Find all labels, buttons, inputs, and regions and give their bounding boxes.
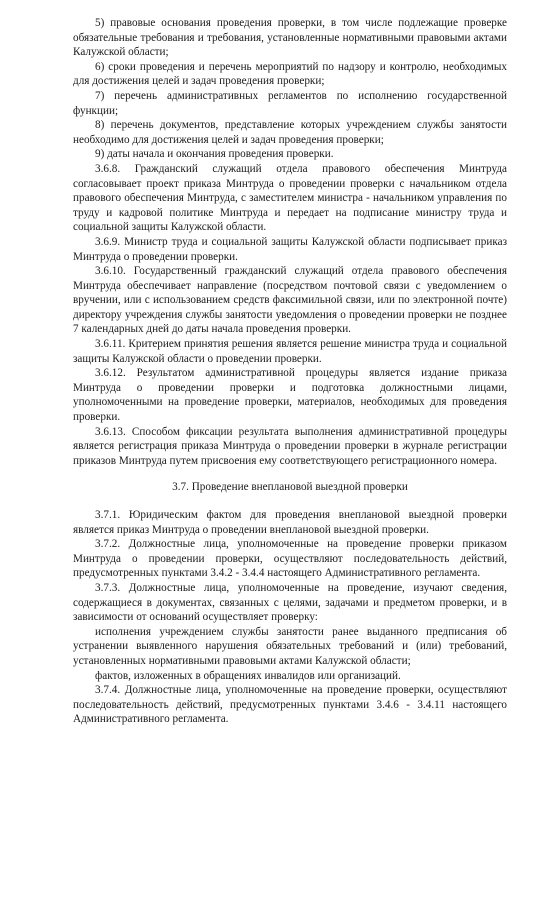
paragraph: 3.7.1. Юридическим фактом для проведения внеплановой выездной проверки является приказ Минтруда о проведении внеплановой выездной проверки. xyxy=(73,509,507,536)
paragraph: исполнения учреждением службы занятости ранее выданного предписания об устранении выявленного нарушения обязательных требований и (или) требований, установленных нормативными правовыми актами Калужской области; xyxy=(73,625,507,667)
document-page xyxy=(73,16,507,727)
paragraph: 3.7.2. Должностные лица, уполномоченные на проведение проверки приказом Минтруда о проведении проверки, осуществляют последовательность действий, предусмотренных пунктами 3.4.2 - 3.4.4 настоящего Административного регламента. xyxy=(73,538,507,580)
paragraph: фактов, изложенных в обращениях инвалидов или организаций. xyxy=(95,669,401,682)
paragraph: 3.6.13. Способом фиксации результата выполнения административной процедуры является регистрация приказа Минтруда о проведении проверки в журнале регистрации приказов Минтруда путем присвоения ему соответствующего регистрационного номера. xyxy=(73,425,507,467)
paragraph: 7) перечень административных регламентов по исполнению государственной функции; xyxy=(73,89,507,117)
paragraph: 3.6.12. Результатом административной процедуры является издание приказа Минтруда о проведении проверки и подготовка должностными лицами, уполномоченными на проведение проверки, материалов, необходимых для проведения проверки. xyxy=(73,367,507,424)
section-heading: 3.7. Проведение внеплановой выездной проверки xyxy=(172,481,408,494)
paragraph: 3.6.10. Государственный гражданский служащий отдела правового обеспечения Минтруда обеспечивает направление (посредством почтовой связи с уведомлением о вручении, или с использованием средств факсимильной связи, или по электронной почте) директору учреждения службы занятости уведомления о проведении проверки не позднее 7 календарных дней до даты начала проведения проверки. xyxy=(73,265,507,336)
paragraph: 3.7.4. Должностные лица, уполномоченные на проведение проверки, осуществляют последовательность действий, предусмотренных пунктами 3.4.6 - 3.4.11 настоящего Административного регламента. xyxy=(73,684,507,726)
paragraph: 9) даты начала и окончания проведения проверки. xyxy=(95,148,334,161)
paragraph: 3.7.3. Должностные лица, уполномоченные на проведение, изучают сведения, содержащиеся в документах, связанных с целями, задачами и предметом проверки, и в зависимости от оснований осуществляет проверку: xyxy=(73,581,507,624)
paragraph: 6) сроки проведения и перечень мероприятий по надзору и контролю, необходимых для достижения целей и задач проведения проверки; xyxy=(73,60,507,88)
paragraph: 5) правовые основания проведения проверки, в том числе подлежащие проверке обязательные требования и требования, установленные нормативными правовыми актами Калужской области; xyxy=(73,17,507,59)
paragraph: 3.6.11. Критерием принятия решения является решение министра труда и социальной защиты Калужской области о проведении проверки. xyxy=(73,338,507,365)
paragraph: 8) перечень документов, представление которых учреждением службы занятости необходимо для достижения целей и задач проведения проверки; xyxy=(73,119,507,146)
paragraph: 3.6.9. Министр труда и социальной защиты Калужской области подписывает приказ Минтруда о проведении проверки. xyxy=(73,235,507,263)
paragraph: 3.6.8. Гражданский служащий отдела правового обеспечения Минтруда согласовывает проект приказа Минтруда о проведении проверки с начальником отдела правового обеспечения Минтруда, с заместителем министра - начальником управления по труду и кадровой политике Минтруда и передает на подписание министру труда и социальной защиты Калужской области. xyxy=(73,162,507,234)
